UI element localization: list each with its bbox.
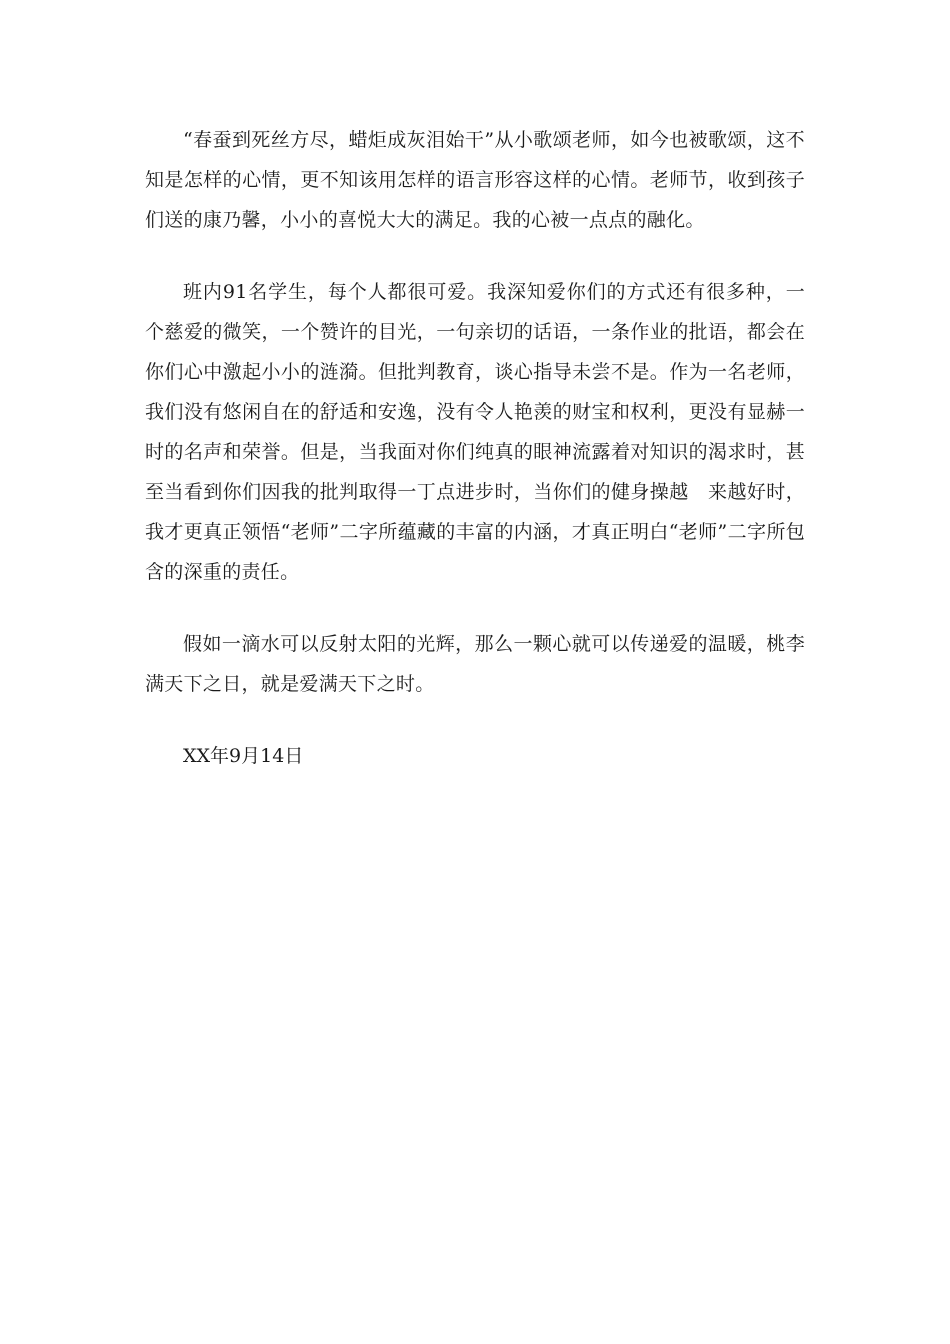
- document-body: [145, 120, 805, 776]
- document-date: XX年9月14日: [183, 745, 304, 767]
- paragraph-2: 班内91名学生，每个人都很可爱。我深知爱你们的方式还有很多种，一个慈爱的微笑，一个赞许的目光，一句亲切的话语，一条作业的批语，都会在你们心中激起小小的涟漪。但批判教育，谈心指导未尝不是。作为一名老师，我们没有悠闲自在的舒适和安逸，没有令人艳羡的财宝和权利，更没有显赫一时的名声和荣誉。但是，当我面对你们纯真的眼神流露着对知识的渴求时，甚至当看到你们因我的批判取得一丁点进步时，当你们的健身操越 来越好时，我才更真正领悟“老师”二字所蕴藏的丰富的内涵，才真正明白“老师”二字所包含的深重的责任。: [145, 281, 805, 583]
- paragraph-3: 假如一滴水可以反射太阳的光辉，那么一颗心就可以传递爱的温暖，桃李满天下之日，就是爱满天下之时。: [145, 633, 805, 695]
- paragraph-1: “春蚕到死丝方尽，蜡炬成灰泪始干”从小歌颂老师，如今也被歌颂，这不知是怎样的心情，更不知该用怎样的语言形容这样的心情。老师节，收到孩子们送的康乃馨，小小的喜悦大大的满足。我的心被一点点的融化。: [145, 129, 805, 231]
